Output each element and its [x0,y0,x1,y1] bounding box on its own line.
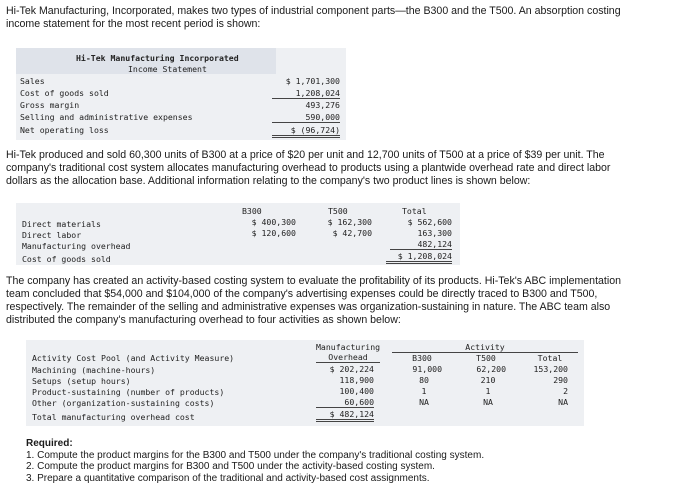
total-value: 290 [553,375,568,385]
required-heading: Required: [26,438,73,449]
total-value: 163,300 [417,228,452,238]
row-label: Product-sustaining (number of products) [32,387,225,397]
mfg-value: $ 202,224 [329,364,374,374]
row-value: 493,276 [305,100,340,110]
mfg-overhead-header: Overhead [316,352,380,363]
paragraph-line: respectively. The remainder of the selling and administrative expenses was organization-sustaining in nature. The ABC team also [6,301,611,313]
b300-value: 80 [419,375,429,385]
pool-header: Activity Cost Pool (and Activity Measure) [32,353,235,363]
production-paragraph [6,149,610,188]
abc-paragraph [6,275,621,327]
row-label: Gross margin [20,100,80,110]
activity-cost-pool-table [26,340,584,426]
income-statement-table [16,48,346,140]
col-header-total: Total [537,353,563,363]
paragraph-line: distributed the company's manufacturing overhead to four activities as shown below: [6,314,401,326]
row-label: Other (organization-sustaining costs) [32,398,215,408]
row-label: Sales [20,76,45,86]
b300-value: 91,000 [412,364,442,374]
t500-value: $ 162,300 [327,217,372,227]
t500-value: 210 [480,375,496,385]
total-value: 153,200 [533,364,568,374]
col-header-t500: T500 [476,353,496,363]
required-item: 1. Compute the product margins for the B300 and T500 under the company's traditional costing system. [26,449,485,461]
product-cost-table [16,203,460,265]
col-header-total: Total [402,206,427,216]
total-value: 2 [563,386,568,396]
mfg-overhead-header: Manufacturing [316,342,381,352]
mfg-value: 118,900 [339,375,374,385]
required-section [26,438,484,484]
col-header-t500: T500 [328,206,348,216]
mfg-value: 100,400 [339,386,374,396]
required-item: 2. Compute the product margins for B300 and T500 under the activity-based costing system. [26,461,435,472]
statement-company-title: Hi-Tek Manufacturing Incorporated [76,53,239,63]
row-label: Selling and administrative expenses [20,112,193,122]
intro-line: income statement for the most recent period is shown: [6,18,261,30]
col-header-b300: B300 [242,206,262,216]
row-value: $ 1,701,300 [285,76,340,86]
row-value: 590,000 [272,112,340,123]
row-label: Machining (machine-hours) [32,365,156,375]
t500-value: $ 42,700 [332,228,372,238]
row-label: Cost of goods sold [20,88,109,98]
row-label: Direct materials [22,219,101,229]
total-value: $ 1,208,024 [386,251,452,264]
b300-value: NA [419,397,429,407]
t500-value: 1 [485,386,491,396]
t500-value: 62,200 [476,364,506,374]
intro-line: Hi-Tek Manufacturing, Incorporated, makes two types of industrial component parts—the B300 and the T500. An absorption costing [6,5,621,17]
row-label: Cost of goods sold [22,254,111,264]
paragraph-line: team concluded that $54,000 and $104,000 of the company's advertising expenses could be directly traced to B300 and T500, [6,288,598,300]
row-label: Manufacturing overhead [22,241,131,251]
paragraph-line: Hi-Tek produced and sold 60,300 units of B300 at a price of $20 per unit and 12,700 units of T500 at a price of $39 per unit. The [6,149,605,161]
total-value: NA [558,397,568,407]
required-item: 3. Prepare a quantitative comparison of the traditional and activity-based cost assignments. [26,472,430,484]
total-row-label: Total manufacturing overhead cost [32,412,195,422]
b300-value: $ 400,300 [251,217,296,227]
b300-value: 1 [421,386,427,396]
paragraph-line: company's traditional cost system allocates manufacturing overhead to products using a plantwide overhead rate and direct labor [6,162,611,174]
paragraph-line: The company has created an activity-based costing system to evaluate the profitability of its products. Hi-Tek's ABC implementation [6,275,621,287]
b300-value: $ 120,600 [251,228,296,238]
mfg-value: 60,600 [316,397,374,408]
statement-title: Income Statement [128,64,207,74]
total-value: $ 562,600 [407,217,452,227]
activity-header: Activity [392,342,578,353]
row-value: 1,208,024 [272,88,340,99]
row-label: Setups (setup hours) [32,376,131,386]
row-label: Net operating loss [20,125,109,135]
row-value: $ (96,724) [272,125,340,138]
paragraph-line: dollars as the allocation base. Additional information relating to the company's two product lines is shown below: [6,175,531,187]
total-mfg-value: $ 482,124 [316,409,374,422]
total-value: 482,124 [390,239,452,250]
col-header-b300: B300 [412,353,432,363]
intro-paragraph [6,5,621,31]
t500-value: NA [483,397,493,407]
row-label: Direct labor [22,230,82,240]
